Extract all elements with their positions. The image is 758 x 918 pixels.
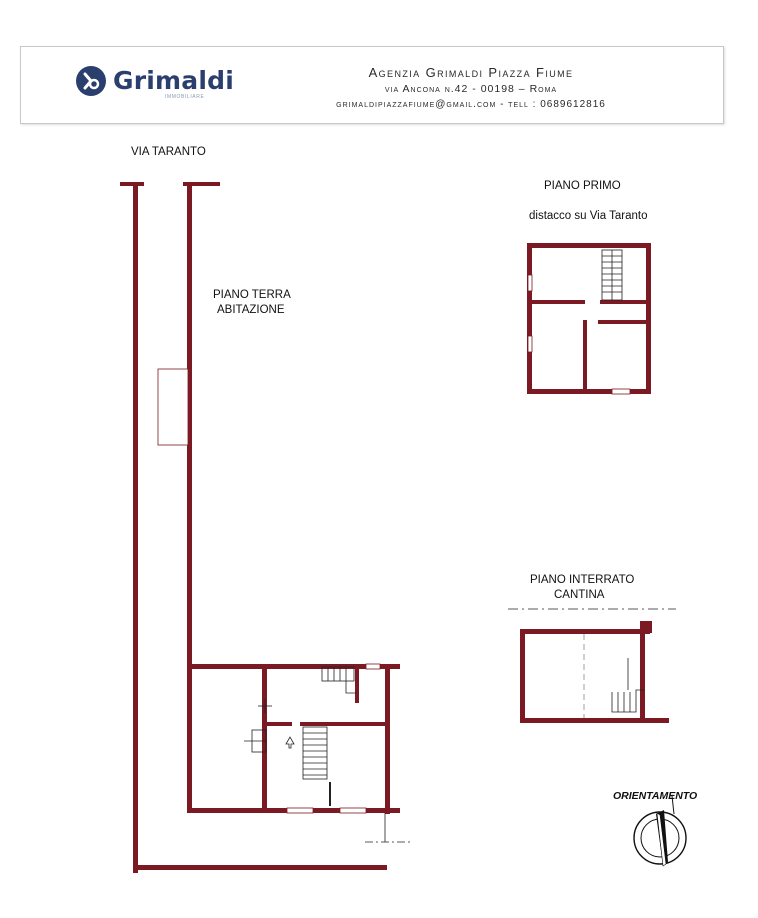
- brand-subtitle: IMMOBILIARE: [165, 94, 205, 100]
- street-label: VIA TARANTO: [131, 146, 206, 158]
- basement-right-wall: [640, 629, 645, 721]
- first-window-3: [612, 389, 630, 394]
- corridor-left-wall: [133, 183, 138, 873]
- compass-icon: [634, 796, 686, 866]
- ground-stairs-main: [303, 727, 327, 779]
- first-window-2: [528, 336, 532, 352]
- corridor-left-cap: [120, 182, 144, 186]
- first-floor-label: PIANO PRIMO: [544, 180, 621, 192]
- ground-window-3: [366, 664, 380, 669]
- first-top-wall: [527, 243, 651, 248]
- first-bottom-wall: [527, 389, 651, 394]
- basement-bottom-wall: [520, 718, 669, 723]
- orientation-label: ORIENTAMENTO: [613, 790, 698, 802]
- ground-window-2: [340, 808, 366, 813]
- ground-window-1: [287, 808, 313, 813]
- ground-inner-wall-d: [355, 668, 359, 703]
- ground-floor-sublabel: ABITAZIONE: [217, 304, 285, 316]
- basement-top-wall: [520, 629, 650, 634]
- first-left-wall: [527, 243, 532, 394]
- basement-label: PIANO INTERRATO: [530, 574, 635, 586]
- first-inner-v: [583, 320, 587, 392]
- basement-left-wall: [520, 629, 525, 723]
- corridor-right-wall: [187, 183, 192, 813]
- first-inner-h2: [600, 300, 647, 304]
- first-window-1: [528, 275, 532, 291]
- first-right-wall: [646, 243, 651, 394]
- basement-corner-block: [640, 621, 652, 633]
- first-inner-h1: [531, 300, 585, 304]
- basement-sublabel: CANTINA: [554, 589, 605, 601]
- corridor-bottom-wall: [133, 865, 387, 870]
- ground-floor-label: PIANO TERRA: [213, 289, 291, 301]
- agency-address: via Ancona n.42 - 00198 – Roma: [384, 83, 558, 95]
- up-arrow-icon: [286, 737, 294, 748]
- agency-name: Agenzia Grimaldi Piazza Fiume: [368, 65, 574, 80]
- ground-stairs-top: [322, 667, 356, 693]
- first-floor-sublabel: distacco su Via Taranto: [529, 210, 648, 222]
- agency-contact: grimaldipiazzafiume@gmail.com - tell : 0689612816: [336, 99, 606, 110]
- ground-inner-wall-c: [300, 722, 386, 726]
- ground-inner-wall-b: [262, 722, 292, 726]
- ground-right-wall: [385, 664, 390, 814]
- corridor-niche: [158, 369, 188, 445]
- basement-stairs: [612, 658, 644, 712]
- first-inner-h3: [598, 320, 647, 324]
- corridor-right-cap: [183, 182, 220, 186]
- brand-name: Grimaldi: [113, 66, 234, 95]
- first-floor-stairs: [602, 250, 622, 300]
